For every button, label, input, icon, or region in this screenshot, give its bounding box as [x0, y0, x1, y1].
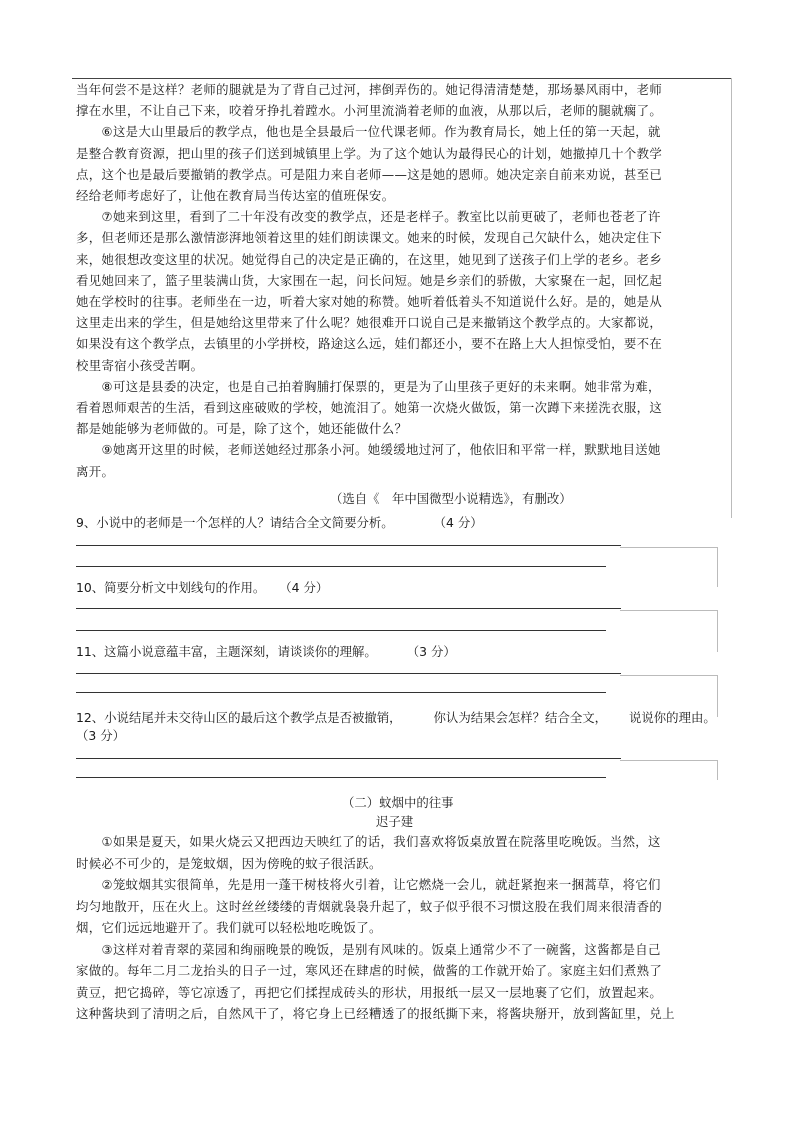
story1-line: 经给老师考虑好了，让他在教育局当传达室的值班保安。: [76, 188, 395, 203]
story2-line: 烟，它们远远地避开了。我们就可以轻松地吃晚饭了。: [76, 920, 382, 935]
story1-line: ⑧可这是县委的决定，也是自己拍着胸脯打保票的，更是为了山里孩子更好的未来啊。她非常为难，: [76, 378, 661, 394]
story1-line: 都是她能够为老师做的。可是，除了这个，她还能做什么？: [76, 421, 408, 437]
story1-line: ⑨她离开这里的时候，老师送她经过那条小河。她缓缓地过河了，他依旧和平常一样，默默地目送她: [76, 442, 661, 458]
story1-line: 多，但老师还是那么激情澎湃地领着这里的娃们朗读课文。她来的时候，发现自己欠缺什么，她决定住下: [76, 230, 663, 246]
answer-box-12-top: [620, 760, 718, 761]
story2-line: ③这样对着青翠的菜园和绚丽晚景的晚饭，是别有风味的。饭桌上通常少不了一碗酱，这酱都是自己: [76, 941, 661, 957]
story1-line: 她在学校时的往事。老师坐在一边，听着大家对她的称赞。她听着低着头不知道说什么好。是的，她是从: [76, 294, 663, 309]
answer-line-9b[interactable]: [76, 566, 606, 567]
answer-box-10-side: [717, 610, 718, 652]
story1-line: 点，这个也是最后要撤销的教学点。可是阻力来自老师——这是她的恩师。她决定亲自前来劝说，甚至已: [76, 166, 663, 182]
story1-line: 看见她回来了，篮子里装满山货，大家围在一起，问长问短。她是乡亲们的骄傲，大家聚在一起，回忆起: [76, 272, 663, 288]
answer-box-9-side: [717, 547, 718, 587]
story2-author: 迟子建: [376, 814, 414, 829]
story2-line: 时候必不可少的，是笼蚊烟，因为傍晚的蚊子很活跃。: [76, 855, 382, 871]
story1-line: 校里寄宿小孩受苦啊。: [76, 357, 204, 373]
answer-line-11b[interactable]: [76, 692, 606, 693]
story1-line: 如果没有这个教学点，去镇里的小学拼校，路途这么远，娃们都还小，要不在路上大人担惊受怕，要不在: [76, 336, 663, 352]
answer-line-12a[interactable]: [76, 758, 621, 759]
question-10: 10、简要分析文中划线句的作用。 （4 分）: [76, 580, 329, 595]
story1-line: 来，她很想改变这里的状况。她觉得自己的决定是正确的，在这里，她见到了送孩子们上学的老乡。老乡: [76, 251, 663, 267]
story2-line: 黄豆，把它捣碎，等它凉透了，再把它们揉捏成砖头的形状，用报纸一层又一层地裹了它们，放置起来。: [76, 984, 663, 1000]
answer-box-9-top: [620, 547, 718, 548]
answer-box-11-top: [620, 675, 718, 676]
story1-line: ⑥这是大山里最后的教学点，他也是全县最后一位代课老师。作为教育局长，她上任的第一天起，就: [76, 124, 661, 140]
answer-box-11-side: [717, 675, 718, 717]
story2-line: 均匀地散开，压在火上。这时丝丝缕缕的青烟就袅袅升起了，蚊子似乎很不习惯这股在我们周来很清香的: [76, 898, 663, 914]
story1-line: 撑在水里，不让自己下来，咬着牙挣扎着蹚水。小河里流淌着老师的血液，从那以后，老师的腿就瘸了。: [76, 103, 663, 119]
question-11: 11、这篇小说意蕴丰富，主题深刻，请谈谈你的理解。 （3 分）: [76, 644, 456, 659]
answer-box-12-side: [717, 760, 718, 780]
answer-line-11a[interactable]: [76, 673, 621, 674]
story1-line: 当年何尝不是这样？老师的腿就是为了背自己过河，摔倒弄伤的。她记得清清楚楚，那场暴风雨中，老师: [76, 82, 663, 97]
answer-line-10b[interactable]: [76, 630, 606, 631]
story1-source: （选自《 年中国微型小说精选》，有删改）: [330, 491, 572, 506]
answer-line-12b[interactable]: [76, 777, 606, 778]
story1-line: 这里走出来的学生，但是她给这里带来了什么呢？她很难开口说自己是来撤销这个教学点的。大家都说，: [76, 315, 663, 331]
story1-line: 看着恩师艰苦的生活，看到这座破败的学校，她流泪了。她第一次烧火做饭，第一次蹲下来搓洗衣服，这: [76, 400, 663, 415]
right-border: [731, 78, 732, 518]
answer-line-9a[interactable]: [76, 545, 621, 546]
story2-line: ①如果是夏天，如果火烧云又把西边天映红了的话，我们喜欢将饭桌放置在院落里吃晚饭。当然，这: [76, 834, 661, 849]
story1-line: ⑦她来到这里，看到了二十年没有改变的教学点，还是老样子。教室比以前更破了，老师也苍老了许: [76, 209, 661, 225]
story2-line: ②笼蚊烟其实很简单，先是用一蓬干树枝将火引着，让它燃烧一会儿，就赶紧抱来一捆蒿草，将它们: [76, 877, 661, 892]
top-rule: [72, 78, 732, 79]
question-12: 12、小说结尾并未交待山区的最后这个教学点是否被撤销， 你认为结果会怎样？结合全文， 说说你的理由。: [76, 710, 716, 725]
answer-line-10a[interactable]: [76, 608, 621, 609]
story2-line: 这种酱块到了清明之后，自然风干了，将它身上已经糟透了的报纸撕下来，将酱块掰开，放到酱缸里，兑上: [76, 1006, 675, 1021]
answer-box-10-top: [620, 610, 718, 611]
story1-line: 离开。: [76, 463, 115, 479]
story2-title: （二）蚊烟中的往事: [342, 795, 454, 810]
story2-line: 家做的。每年二月二龙抬头的日子一过，寒风还在肆虐的时候，做酱的工作就开始了。家庭主妇们煮熟了: [76, 963, 663, 978]
question-9: 9、小说中的老师是一个怎样的人？请结合全文简要分析。 （4 分）: [76, 515, 483, 530]
story1-line: 是整合教育资源，把山里的孩子们送到城镇里上学。为了这个她认为最得民心的计划，她撤掉几十个教学: [76, 145, 663, 161]
question-12-score: （3 分）: [76, 728, 125, 743]
